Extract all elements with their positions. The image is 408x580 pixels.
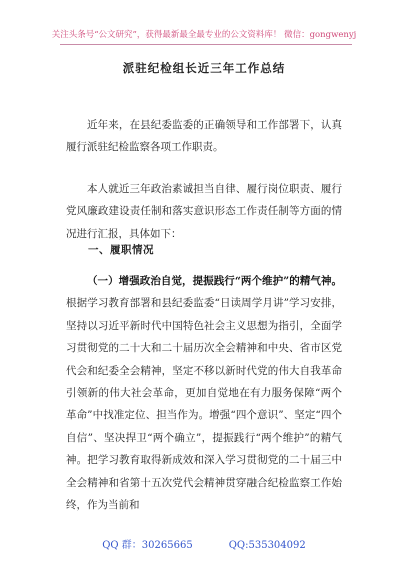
footer-qq-group: QQ 群：30265665 xyxy=(102,540,193,551)
footer-contact xyxy=(0,536,408,551)
document-title: 派驻纪检组长近三年工作总结 xyxy=(122,61,286,75)
header-promo-note: 关注头条号“公文研究”，获得最新最全最专业的公文资料库！ 微信：gongwenyj xyxy=(51,30,357,40)
subsection-heading: （一）增强政治自觉，提振践行“两个维护”的精气神。 xyxy=(87,275,342,287)
subsection-body: 根据学习教育部署和县纪委监委“日读周学月讲”学习安排，坚持以习近平新时代中国特色社会主义思想为指引，全面学习贯彻党的二十大和二十届历次全会精神和中央、省市区党代会和纪委全会精神，坚定不移以新时代党的伟大自我革命引领新的伟大社会革命，更加自觉地在有力服务保障“两个革命”中找准定位、担当作为。增强“四个意识”、坚定“四个自信”、坚决捍卫“两个确立”，提振践行“两个维护”的精气神。把学习教育取得新成效和深入学习贯彻党的二十届三中全会精神和省第十五次党代会精神贯穿融合纪检监察工作始终，作为当前和 xyxy=(66,297,342,512)
intro-paragraph: 近年来，在县纪委监委的正确领导和工作部署下，认真履行派驻纪检监察各项工作职责。 xyxy=(66,119,342,154)
footer-qq: QQ:535304092 xyxy=(228,540,306,551)
section-heading: 一、履职情况 xyxy=(88,244,154,256)
subsection-paragraph xyxy=(66,270,342,516)
header-divider xyxy=(60,44,352,45)
intro-paragraph-2: 本人就近三年政治素诚担当自律、履行岗位职责、履行党风廉政建设责任制和落实意识形态工作责任制等方面的情况进行汇报，具体如下： xyxy=(66,183,342,240)
